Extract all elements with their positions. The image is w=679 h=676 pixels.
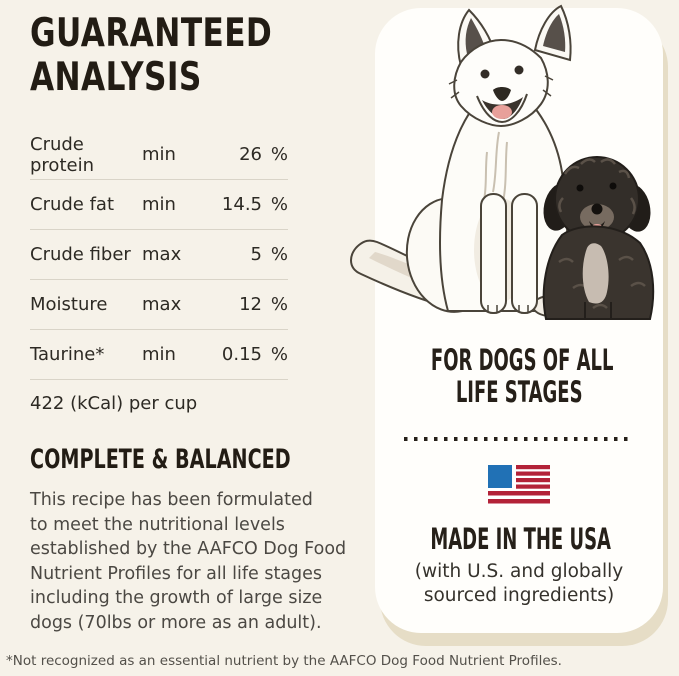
usa-flag-icon: [488, 465, 550, 510]
title-line-2: ANALYSIS: [30, 55, 202, 100]
nutrient-basis: max: [142, 244, 182, 265]
life-stages-line-1: FOR DOGS OF ALL: [430, 343, 614, 377]
paragraph-line: Nutrient Profiles for all life stages: [30, 563, 323, 584]
nutrient-unit: %: [270, 344, 288, 365]
paragraph-line: including the growth of large size: [30, 588, 323, 608]
paragraph-line: to meet the nutritional levels: [30, 514, 285, 535]
table-row: [30, 330, 288, 380]
table-row: [30, 130, 288, 180]
guaranteed-analysis-title: [30, 12, 333, 100]
nutrient-label: Crude fiber: [30, 244, 131, 265]
sourced-ingredients-note: [375, 560, 663, 608]
nutrient-value: 5: [250, 244, 262, 265]
made-in-usa-text: MADE IN THE USA: [430, 522, 611, 556]
paragraph-line: This recipe has been formulated: [30, 490, 313, 510]
paragraph-line: dogs (70lbs or more as an adult).: [30, 612, 322, 633]
made-in-usa-heading: [375, 522, 663, 556]
table-row: [30, 280, 288, 330]
nutrient-label: Taurine*: [30, 344, 105, 365]
paragraph-line: established by the AAFCO Dog Food: [30, 539, 347, 559]
table-row: [30, 180, 288, 230]
nutrient-label: Moisture: [30, 294, 108, 315]
life-stages-heading: [375, 344, 663, 408]
complete-balanced-title-text: COMPLETE & BALANCED: [30, 444, 291, 475]
nutrient-basis: min: [142, 194, 176, 215]
nutrient-basis: min: [142, 144, 176, 165]
nutrient-unit: %: [270, 194, 288, 215]
aafco-statement: [30, 488, 346, 635]
nutrient-label: Crude fat: [30, 194, 115, 215]
nutrient-value: 12: [239, 294, 262, 315]
nutrient-basis: max: [142, 294, 182, 315]
nutrient-value: 26: [239, 144, 262, 165]
nutrient-unit: %: [270, 144, 288, 165]
title-line-1: GUARANTEED: [30, 11, 273, 56]
two-dogs-illustration-icon: [349, 2, 667, 336]
nutrient-unit: %: [270, 244, 288, 265]
sourced-line-2: sourced ingredients): [423, 585, 615, 606]
taurine-footnote: *Not recognized as an essential nutrient by the AAFCO Dog Food Nutrient Profiles.: [6, 653, 562, 669]
nutrient-unit: %: [270, 294, 288, 315]
calories-per-cup: 422 (kCal) per cup: [30, 393, 198, 414]
info-card: [375, 8, 663, 633]
nutrient-basis: min: [142, 344, 176, 365]
life-stages-line-2: LIFE STAGES: [455, 375, 583, 409]
dotted-divider: [404, 437, 634, 441]
complete-balanced-title: [30, 444, 397, 475]
table-row: [30, 230, 288, 280]
sourced-line-1: (with U.S. and globally: [414, 561, 624, 582]
nutrient-value: 14.5: [221, 194, 262, 215]
nutrient-value: 0.15: [221, 344, 262, 365]
nutrient-label: Crude protein: [30, 133, 94, 176]
guaranteed-analysis-table: [30, 130, 288, 380]
